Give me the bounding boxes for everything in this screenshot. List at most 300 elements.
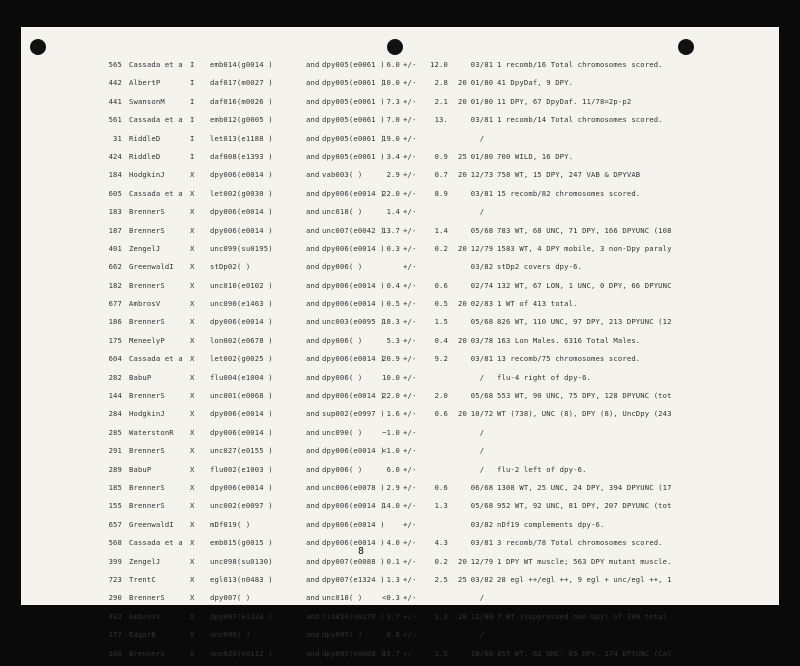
marker-2: dpy007(e0088 ) — [322, 556, 385, 566]
record-id: 285 — [108, 427, 122, 437]
and-label: and — [306, 630, 320, 640]
and-label: and — [306, 262, 320, 272]
distance-value: 19.0 — [382, 133, 400, 143]
date: 02/74 — [470, 280, 494, 290]
note: 163 Lon Males. 6316 Total Males. — [497, 335, 641, 345]
marker-2: dpy006(e0014 ) — [322, 446, 385, 456]
note: 783 WT, 68 UNC, 71 DPY, 166 DPYUNC (108 — [497, 225, 672, 235]
plus-minus: +/- — [403, 482, 417, 492]
error-value: 1.3 — [434, 611, 448, 621]
note: 13 recomb/75 chromosomes scored. — [497, 354, 641, 364]
author: BrennerS — [129, 593, 165, 603]
table-row — [21, 500, 779, 518]
and-label: and — [306, 446, 320, 456]
record-id: 568 — [108, 538, 122, 548]
table-row — [21, 592, 779, 610]
sample-code: 20 — [458, 335, 467, 345]
plus-minus: +/- — [403, 409, 417, 419]
author: BrennerS — [129, 317, 165, 327]
date: 03/81 — [470, 538, 494, 548]
error-value: 12.0 — [430, 60, 448, 69]
record-id: 155 — [108, 501, 122, 511]
chromosome: I — [190, 151, 195, 161]
author: TrentC — [129, 574, 156, 584]
note: flu-2 left of dpy-6. — [497, 464, 587, 474]
distance-value: 3.7 — [386, 611, 400, 621]
plus-minus: +/- — [403, 354, 417, 364]
and-label: and — [306, 207, 320, 217]
and-label: and — [306, 611, 320, 621]
marker-1: dpy007( ) — [210, 593, 251, 603]
and-label: and — [306, 115, 320, 125]
plus-minus: +/- — [403, 299, 417, 309]
note: 41 DpyDaf, 9 DPY. — [497, 78, 574, 88]
plus-minus: +/- — [403, 501, 417, 511]
and-label: and — [306, 391, 320, 401]
and-label: and — [306, 225, 320, 235]
plus-minus: +/- — [403, 593, 417, 603]
and-label: and — [306, 60, 320, 69]
plus-minus: +/- — [403, 630, 417, 640]
plus-minus: +/- — [403, 538, 417, 548]
and-label: and — [306, 299, 320, 309]
date: 05/68 — [470, 317, 494, 327]
record-id: 565 — [108, 60, 122, 69]
author: AlbertP — [129, 78, 161, 88]
author: GreenwaldI — [129, 519, 174, 529]
record-id: 290 — [108, 593, 122, 603]
sample-code: 20 — [458, 611, 467, 621]
error-value: 13. — [434, 115, 448, 125]
note: flu-4 right of dpy-6. — [497, 372, 592, 382]
and-label: and — [306, 78, 320, 88]
table-row — [21, 611, 779, 629]
and-label: and — [306, 96, 320, 106]
distance-value: 6.0 — [386, 60, 400, 69]
chromosome: X — [190, 630, 195, 640]
marker-1: mDf019( ) — [210, 519, 251, 529]
marker-2: lin014(n0179 ) — [322, 611, 385, 621]
plus-minus: +/- — [403, 372, 417, 382]
sample-code: 20 — [458, 78, 467, 88]
date: 12/73 — [470, 170, 494, 180]
record-id: 282 — [108, 372, 122, 382]
table-row — [21, 464, 779, 482]
table-row — [21, 353, 779, 371]
table-row — [21, 537, 779, 555]
author: BrennerS — [129, 391, 165, 401]
note: 855 WT, 62 UNC, 85 DPY, 174 DPYUNC (Cal — [497, 648, 672, 658]
marker-1: stDp02( ) — [210, 262, 251, 272]
marker-2: dpy005(e0061 ) — [322, 78, 385, 88]
marker-1: dpy006(e0014 ) — [210, 170, 273, 180]
author: WaterstonR — [129, 427, 174, 437]
chromosome: X — [190, 391, 195, 401]
error-value: 2.1 — [434, 96, 448, 106]
record-id: 186 — [108, 317, 122, 327]
author: Cassada et a — [129, 115, 183, 125]
date: 05/68 — [470, 225, 494, 235]
marker-2: dpy006(e0014 ) — [322, 538, 385, 548]
and-label: and — [306, 427, 320, 437]
marker-1: flu002(e1003 ) — [210, 464, 273, 474]
table-row — [21, 151, 779, 169]
punch-hole-left — [30, 39, 46, 55]
record-id: 187 — [108, 225, 122, 235]
note: 1 WT of 413 total. — [497, 299, 578, 309]
and-label: and — [306, 648, 320, 658]
chromosome: X — [190, 574, 195, 584]
distance-value: 0.4 — [386, 280, 400, 290]
table-row — [21, 629, 779, 647]
plus-minus: +/- — [403, 464, 417, 474]
marker-1: dpy006(e0014 ) — [210, 427, 273, 437]
note: WT (738), UNC (8), DPY (8), UncDpy (243 — [497, 409, 672, 419]
distance-value: 3.4 — [386, 151, 400, 161]
marker-2: unc018( ) — [322, 593, 363, 603]
plus-minus: +/- — [403, 335, 417, 345]
marker-1: unc002(e0097 ) — [210, 501, 273, 511]
chromosome: X — [190, 243, 195, 253]
error-value: 0.2 — [434, 556, 448, 566]
record-id: 441 — [108, 96, 122, 106]
plus-minus: +/- — [403, 170, 417, 180]
plus-minus: +/- — [403, 262, 417, 272]
chromosome: X — [190, 556, 195, 566]
and-label: and — [306, 593, 320, 603]
and-label: and — [306, 482, 320, 492]
author: BrennerS — [129, 225, 165, 235]
date: 03/82 — [470, 574, 494, 584]
table-row — [21, 372, 779, 390]
record-id: 184 — [108, 170, 122, 180]
error-value: 0.5 — [434, 299, 448, 309]
sample-code: 20 — [458, 409, 467, 419]
table-row — [21, 59, 779, 77]
author: BrennerS — [129, 446, 165, 456]
sample-code: 20 — [458, 170, 467, 180]
record-id: 289 — [108, 464, 122, 474]
marker-2: dpy005(e0061 ) — [322, 60, 385, 69]
record-id: 442 — [108, 78, 122, 88]
chromosome: X — [190, 207, 195, 217]
table-row — [21, 206, 779, 224]
date: 12/79 — [470, 556, 494, 566]
plus-minus: +/- — [403, 115, 417, 125]
table-row — [21, 114, 779, 132]
marker-1: dpy006(e0014 ) — [210, 225, 273, 235]
note: 553 WT, 90 UNC, 75 DPY, 128 DPYUNC (tot — [497, 391, 672, 401]
date: 03/82 — [470, 262, 494, 272]
and-label: and — [306, 464, 320, 474]
distance-value: 22.0 — [382, 188, 400, 198]
marker-2: unc018( ) — [322, 207, 363, 217]
and-label: and — [306, 280, 320, 290]
error-value: 0.6 — [434, 409, 448, 419]
marker-2: unc090( ) — [322, 427, 363, 437]
chromosome: X — [190, 335, 195, 345]
date: / — [479, 630, 485, 640]
record-id: 175 — [108, 335, 122, 345]
author: Cassada et a — [129, 188, 183, 198]
distance-value: 1.6 — [386, 409, 400, 419]
author: Cassada et a — [129, 354, 183, 364]
marker-1: egl013(n0483 ) — [210, 574, 273, 584]
date: 02/83 — [470, 299, 494, 309]
date: 03/81 — [470, 60, 494, 69]
table-row — [21, 482, 779, 500]
marker-1: unc099(su0195) — [210, 243, 273, 253]
marker-2: unc007(e0042 ) — [322, 225, 385, 235]
author: AmbrosV — [129, 299, 161, 309]
note: 3 recomb/78 Total chromosomes scored. — [497, 538, 663, 548]
marker-1: let002(g0030 ) — [210, 188, 273, 198]
chromosome: X — [190, 262, 195, 272]
error-value: 1.5 — [434, 648, 448, 658]
date: / — [479, 593, 485, 603]
note: 1583 WT, 4 DPY mobile, 3 non-Dpy paraly — [497, 243, 672, 253]
author: AmbrosV — [129, 611, 161, 621]
table-row — [21, 316, 779, 334]
plus-minus: +/- — [403, 519, 417, 529]
plus-minus: +/- — [403, 133, 417, 143]
error-value: 9.2 — [434, 354, 448, 364]
distance-value: 14.0 — [382, 501, 400, 511]
marker-1: daf017(m0027 ) — [210, 78, 273, 88]
date: / — [479, 207, 485, 217]
sample-code: 20 — [458, 96, 467, 106]
chromosome: X — [190, 372, 195, 382]
error-value: 1.5 — [434, 317, 448, 327]
chromosome: I — [190, 133, 195, 143]
marker-1: daf008(e1393 ) — [210, 151, 273, 161]
marker-1: emb014(g0014 ) — [210, 60, 273, 69]
author: BrennerS — [129, 501, 165, 511]
marker-2: dpy006(e0014 ) — [322, 519, 385, 529]
chromosome: I — [190, 115, 195, 125]
table-row — [21, 280, 779, 298]
plus-minus: +/- — [403, 427, 417, 437]
sample-code: 20 — [458, 556, 467, 566]
record-id: 657 — [108, 519, 122, 529]
marker-2: dpy006( ) — [322, 262, 363, 272]
date: 03/78 — [470, 335, 494, 345]
table-row — [21, 298, 779, 316]
table-row — [21, 225, 779, 243]
note: 15 recomb/82 chromosomes scored. — [497, 188, 641, 198]
and-label: and — [306, 354, 320, 364]
date: 01/80 — [470, 78, 494, 88]
date: / — [479, 464, 485, 474]
plus-minus: +/- — [403, 574, 417, 584]
distance-value: <0.3 — [382, 593, 400, 603]
date: 10/72 — [470, 409, 494, 419]
marker-2: sup002(e0997 ) — [322, 409, 385, 419]
and-label: and — [306, 409, 320, 419]
record-id: 291 — [108, 446, 122, 456]
plus-minus: +/- — [403, 611, 417, 621]
author: BrennerS — [129, 280, 165, 290]
date: 12/80 — [470, 611, 494, 621]
marker-1: let013(e1188 ) — [210, 133, 273, 143]
table-row — [21, 335, 779, 353]
author: HodgkinJ — [129, 409, 165, 419]
author: BabuP — [129, 372, 152, 382]
table-row — [21, 169, 779, 187]
distance-value: 1.3 — [386, 574, 400, 584]
marker-2: dpy006(e0014 ) — [322, 299, 385, 309]
marker-2: dpy007(e0088 ) — [322, 648, 385, 658]
marker-1: let002(g0025 ) — [210, 354, 273, 364]
date: 03/82 — [470, 519, 494, 529]
chromosome: I — [190, 96, 195, 106]
marker-2: dpy006(e0014 ) — [322, 501, 385, 511]
marker-2: dpy006(e0014 ) — [322, 188, 385, 198]
marker-2: unc003(e0095 ) — [322, 317, 385, 327]
and-label: and — [306, 151, 320, 161]
marker-1: unc006( ) — [210, 630, 251, 640]
note: stDp2 covers dpy-6. — [497, 262, 583, 272]
note: 700 WILD, 16 DPY. — [497, 151, 574, 161]
and-label: and — [306, 243, 320, 253]
distance-value: 18.3 — [382, 317, 400, 327]
marker-1: unc010(e0102 ) — [210, 280, 273, 290]
date: 12/79 — [470, 243, 494, 253]
record-id: 424 — [108, 151, 122, 161]
distance-value: 15.7 — [382, 648, 400, 658]
chromosome: I — [190, 78, 195, 88]
marker-2: unc006(e0078 ) — [322, 482, 385, 492]
marker-2: dpy005(e0061 ) — [322, 96, 385, 106]
marker-2: dpy006(e0014 ) — [322, 243, 385, 253]
date: 03/81 — [470, 188, 494, 198]
author: RiddleD — [129, 133, 161, 143]
plus-minus: +/- — [403, 78, 417, 88]
and-label: and — [306, 133, 320, 143]
distance-value: 5.3 — [386, 335, 400, 345]
chromosome: X — [190, 299, 195, 309]
and-label: and — [306, 188, 320, 198]
error-value: 2.5 — [434, 574, 448, 584]
record-id: 561 — [108, 115, 122, 125]
mapping-data-table — [21, 59, 779, 666]
author: BrennerS — [129, 482, 165, 492]
table-row — [21, 390, 779, 408]
distance-value: 7.3 — [386, 96, 400, 106]
author: BabuP — [129, 464, 152, 474]
date: 05/68 — [470, 391, 494, 401]
distance-value: 13.7 — [382, 225, 400, 235]
plus-minus: +/- — [403, 151, 417, 161]
plus-minus: +/- — [403, 188, 417, 198]
record-id: 144 — [108, 391, 122, 401]
error-value: 0.6 — [434, 280, 448, 290]
author: GreenwaldI — [129, 262, 174, 272]
record-id: 399 — [108, 556, 122, 566]
record-id: 677 — [108, 299, 122, 309]
plus-minus: +/- — [403, 225, 417, 235]
date: 06/68 — [470, 482, 494, 492]
date: 05/68 — [470, 501, 494, 511]
record-id: 160 — [108, 648, 122, 658]
note: nDf19 complements dpy-6. — [497, 519, 605, 529]
marker-2: dpy006(e0014 ) — [322, 280, 385, 290]
table-row — [21, 556, 779, 574]
chromosome: X — [190, 317, 195, 327]
plus-minus: +/- — [403, 96, 417, 106]
table-row — [21, 445, 779, 463]
distance-value: <1.0 — [382, 446, 400, 456]
chromosome: X — [190, 538, 195, 548]
table-row — [21, 648, 779, 666]
record-id: 182 — [108, 280, 122, 290]
date: 01/80 — [470, 96, 494, 106]
note: 7 WT (suppressed non-Dpy) of 380 total — [497, 611, 668, 621]
error-value: 0.9 — [434, 151, 448, 161]
marker-2: dpy007(e1324 ) — [322, 574, 385, 584]
marker-1: dpy006(e0014 ) — [210, 207, 273, 217]
distance-value: 0.3 — [386, 243, 400, 253]
error-value: 8.9 — [434, 188, 448, 198]
date: 03/81 — [470, 354, 494, 364]
record-id: 492 — [108, 611, 122, 621]
marker-1: emb015(g0015 ) — [210, 538, 273, 548]
date: / — [479, 427, 485, 437]
date: / — [479, 133, 485, 143]
plus-minus: +/- — [403, 391, 417, 401]
distance-value: 22.0 — [382, 391, 400, 401]
and-label: and — [306, 501, 320, 511]
author: RiddleD — [129, 151, 161, 161]
error-value: 1.3 — [434, 501, 448, 511]
table-row — [21, 243, 779, 261]
chromosome: X — [190, 611, 195, 621]
chromosome: X — [190, 409, 195, 419]
record-id: 31 — [113, 133, 122, 143]
error-value: 0.2 — [434, 243, 448, 253]
note: 952 WT, 92 UNC, 81 DPY, 207 DPYUNC (tot — [497, 501, 672, 511]
and-label: and — [306, 317, 320, 327]
marker-1: unc098(su0130) — [210, 556, 273, 566]
note: 826 WT, 110 UNC, 97 DPY, 213 DPYUNC (12 — [497, 317, 672, 327]
marker-2: dpy005(e0061 ) — [322, 133, 385, 143]
table-row — [21, 574, 779, 592]
error-value: 2.8 — [434, 78, 448, 88]
distance-value: 10.0 — [382, 78, 400, 88]
author: BrennerS — [129, 648, 165, 658]
marker-1: unc020(e0112 ) — [210, 648, 273, 658]
sample-code: 20 — [458, 243, 467, 253]
date: 01/80 — [470, 151, 494, 161]
marker-2: dpy006( ) — [322, 464, 363, 474]
author: BrennerS — [129, 207, 165, 217]
and-label: and — [306, 538, 320, 548]
table-row — [21, 133, 779, 151]
distance-value: 1.4 — [386, 207, 400, 217]
distance-value: 0.8 — [386, 630, 400, 640]
document-page — [21, 27, 779, 658]
marker-2: dpy006(e0014 ) — [322, 354, 385, 364]
table-row — [21, 188, 779, 206]
marker-1: dpy006(e0014 ) — [210, 409, 273, 419]
marker-2: dpy005(e0061 ) — [322, 151, 385, 161]
chromosome: X — [190, 225, 195, 235]
chromosome: X — [190, 446, 195, 456]
table-row — [21, 96, 779, 114]
marker-2: dpy006( ) — [322, 372, 363, 382]
distance-value: 10.0 — [382, 372, 400, 382]
sample-code: 25 — [458, 151, 467, 161]
